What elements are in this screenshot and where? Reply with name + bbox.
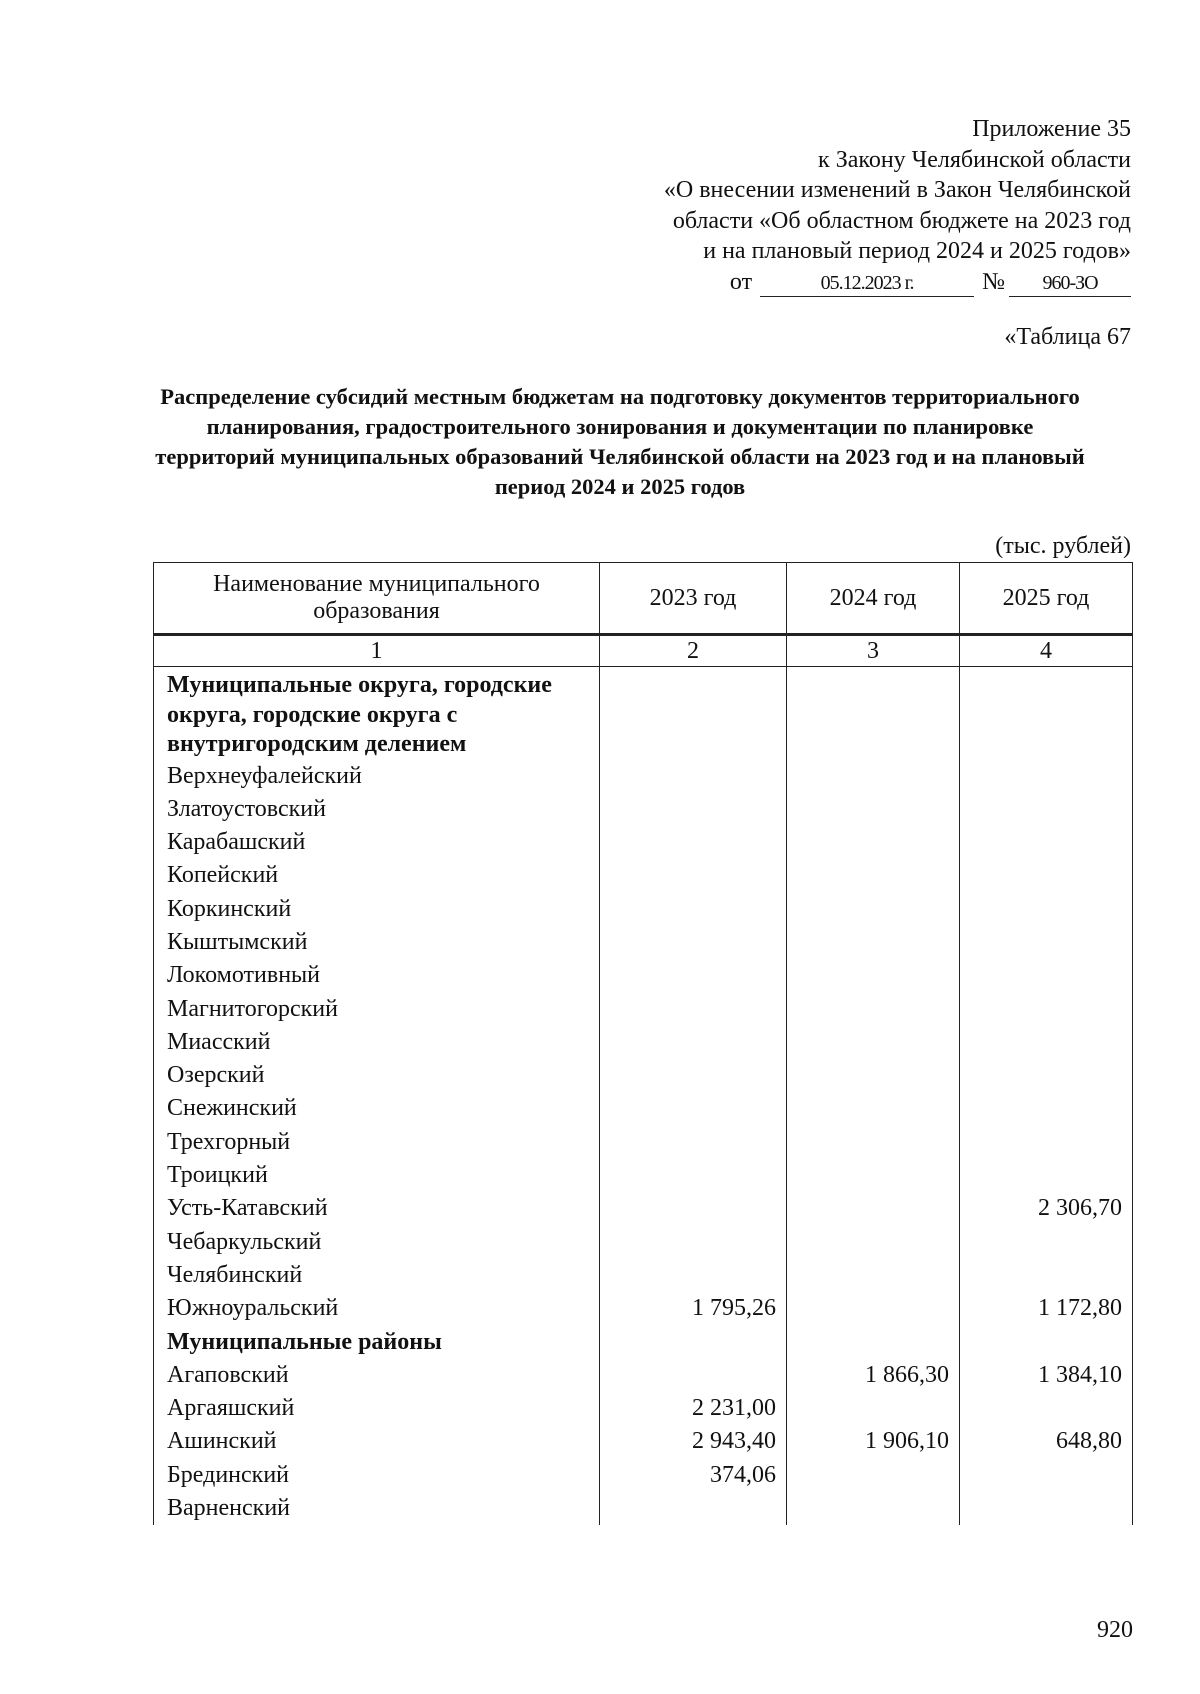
value-2025 [960, 1092, 1133, 1125]
value-2025: 648,80 [960, 1425, 1133, 1458]
value-2025 [960, 1159, 1133, 1192]
table-row [154, 1492, 1133, 1525]
value-2025 [960, 1226, 1133, 1259]
empty-cell [787, 1326, 960, 1359]
appendix-line: и на плановый период 2024 и 2025 годов» [703, 238, 1131, 264]
column-number: 3 [787, 635, 960, 667]
value-2025 [960, 926, 1133, 959]
table-row [154, 1392, 1133, 1425]
law-number: 960-ЗО [1009, 270, 1131, 297]
table-body [154, 667, 1133, 1526]
appendix-line: Приложение 35 [972, 116, 1131, 142]
header-municipality: Наименование муниципального образования [154, 563, 600, 635]
municipality-name: Аргаяшский [154, 1392, 600, 1425]
value-2023 [600, 793, 787, 826]
value-2025 [960, 760, 1133, 793]
value-2025 [960, 1492, 1133, 1525]
value-2024 [787, 859, 960, 892]
date-prefix: от [729, 268, 753, 295]
table-row [154, 993, 1133, 1026]
value-2023 [600, 993, 787, 1026]
value-2025 [960, 1392, 1133, 1425]
value-2024 [787, 1026, 960, 1059]
municipality-name: Чебаркульский [154, 1226, 600, 1259]
value-2024 [787, 1159, 960, 1192]
value-2023 [600, 859, 787, 892]
municipality-name: Варненский [154, 1492, 600, 1525]
empty-cell [600, 667, 787, 760]
empty-cell [960, 1326, 1133, 1359]
value-2025: 2 306,70 [960, 1192, 1133, 1225]
value-2024 [787, 1492, 960, 1525]
table-row [154, 1026, 1133, 1059]
value-2023 [600, 1126, 787, 1159]
document-title: Распределение субсидий местным бюджетам на подготовку документов территориального планирования, градостроительного зонирования и документации по планировке территорий муниципальных образований Челябинской области на 2023 год и на плановый период 2024 и 2025 годов [155, 384, 1085, 499]
value-2023 [600, 1026, 787, 1059]
value-2023 [600, 826, 787, 859]
page-number: 920 [1097, 1617, 1133, 1643]
table-row [154, 826, 1133, 859]
value-2025 [960, 826, 1133, 859]
value-2025 [960, 993, 1133, 1026]
value-2024 [787, 1259, 960, 1292]
municipality-name: Снежинский [154, 1092, 600, 1125]
value-2023 [600, 1492, 787, 1525]
column-number: 1 [154, 635, 600, 667]
value-2024 [787, 1126, 960, 1159]
value-2024 [787, 893, 960, 926]
municipality-name: Верхнеуфалейский [154, 760, 600, 793]
empty-cell [600, 1326, 787, 1359]
group-heading: Муниципальные округа, городские округа, городские округа с внутригородским делением [154, 667, 600, 760]
municipality-name: Магнитогорский [154, 993, 600, 1026]
table-label: «Таблица 67 [1004, 324, 1131, 350]
table-row [154, 1092, 1133, 1125]
table-row [154, 1226, 1133, 1259]
law-date: 05.12.2023 г. [760, 270, 974, 297]
value-2025 [960, 1259, 1133, 1292]
municipality-name: Ашинский [154, 1425, 600, 1458]
value-2023 [600, 1192, 787, 1225]
value-2024: 1 906,10 [787, 1425, 960, 1458]
header-2023: 2023 год [600, 563, 787, 635]
value-2025: 1 384,10 [960, 1359, 1133, 1392]
value-2024 [787, 1392, 960, 1425]
appendix-line: «О внесении изменений в Закон Челябинской [663, 177, 1131, 203]
value-2024 [787, 1059, 960, 1092]
value-2023: 2 943,40 [600, 1425, 787, 1458]
column-number: 4 [960, 635, 1133, 667]
table-row [154, 793, 1133, 826]
empty-cell [787, 667, 960, 760]
subsidy-table [153, 562, 1133, 1525]
table-row [154, 1192, 1133, 1225]
municipality-name: Златоустовский [154, 793, 600, 826]
value-2025 [960, 893, 1133, 926]
empty-cell [960, 667, 1133, 760]
municipality-name: Троицкий [154, 1159, 600, 1192]
municipality-name: Карабашский [154, 826, 600, 859]
value-2024 [787, 1459, 960, 1492]
municipality-name: Агаповский [154, 1359, 600, 1392]
column-number: 2 [600, 635, 787, 667]
value-2025 [960, 959, 1133, 992]
value-2023: 2 231,00 [600, 1392, 787, 1425]
value-2024 [787, 1192, 960, 1225]
header-2025: 2025 год [960, 563, 1133, 635]
municipality-name: Усть-Катавский [154, 1192, 600, 1225]
value-2023 [600, 1159, 787, 1192]
value-2024 [787, 1292, 960, 1325]
table-header-row [154, 563, 1133, 635]
value-2024 [787, 760, 960, 793]
column-number-row [154, 635, 1133, 667]
municipality-name: Коркинский [154, 893, 600, 926]
value-2024 [787, 793, 960, 826]
value-2023: 1 795,26 [600, 1292, 787, 1325]
value-2023 [600, 1226, 787, 1259]
group-heading-row [154, 667, 1133, 760]
value-2023 [600, 1359, 787, 1392]
value-2025 [960, 859, 1133, 892]
municipality-name: Челябинский [154, 1259, 600, 1292]
table-row [154, 1425, 1133, 1458]
municipality-name: Озерский [154, 1059, 600, 1092]
municipality-name: Брединский [154, 1459, 600, 1492]
table-row [154, 1059, 1133, 1092]
group-heading-row [154, 1326, 1133, 1359]
value-2025 [960, 1059, 1133, 1092]
value-2025 [960, 1026, 1133, 1059]
table-row [154, 1292, 1133, 1325]
table-row [154, 926, 1133, 959]
header-2024: 2024 год [787, 563, 960, 635]
table-row [154, 1159, 1133, 1192]
table-row [154, 1459, 1133, 1492]
municipality-name: Кыштымский [154, 926, 600, 959]
units-label: (тыс. рублей) [995, 533, 1131, 559]
table-row [154, 1126, 1133, 1159]
table-row [154, 959, 1133, 992]
value-2023 [600, 1092, 787, 1125]
value-2023 [600, 760, 787, 793]
value-2024: 1 866,30 [787, 1359, 960, 1392]
value-2024 [787, 926, 960, 959]
value-2024 [787, 1092, 960, 1125]
municipality-name: Трехгорный [154, 1126, 600, 1159]
municipality-name: Миасский [154, 1026, 600, 1059]
value-2023 [600, 1059, 787, 1092]
value-2024 [787, 1226, 960, 1259]
law-date-line [571, 267, 1131, 298]
value-2025 [960, 1126, 1133, 1159]
municipality-name: Локомотивный [154, 959, 600, 992]
value-2025 [960, 1459, 1133, 1492]
table-row [154, 893, 1133, 926]
value-2023 [600, 893, 787, 926]
table-row [154, 859, 1133, 892]
appendix-header [571, 114, 1131, 297]
group-heading: Муниципальные районы [154, 1326, 600, 1359]
municipality-name: Южноуральский [154, 1292, 600, 1325]
appendix-line: области «Об областном бюджете на 2023 год [672, 207, 1131, 234]
table-row [154, 1359, 1133, 1392]
value-2023 [600, 926, 787, 959]
table-row [154, 760, 1133, 793]
table-row [154, 1259, 1133, 1292]
number-prefix: № [982, 268, 1005, 295]
value-2025 [960, 793, 1133, 826]
value-2023: 374,06 [600, 1459, 787, 1492]
value-2024 [787, 959, 960, 992]
value-2025: 1 172,80 [960, 1292, 1133, 1325]
value-2024 [787, 826, 960, 859]
value-2024 [787, 993, 960, 1026]
value-2023 [600, 1259, 787, 1292]
municipality-name: Копейский [154, 859, 600, 892]
appendix-line: к Закону Челябинской области [818, 146, 1131, 173]
value-2023 [600, 959, 787, 992]
